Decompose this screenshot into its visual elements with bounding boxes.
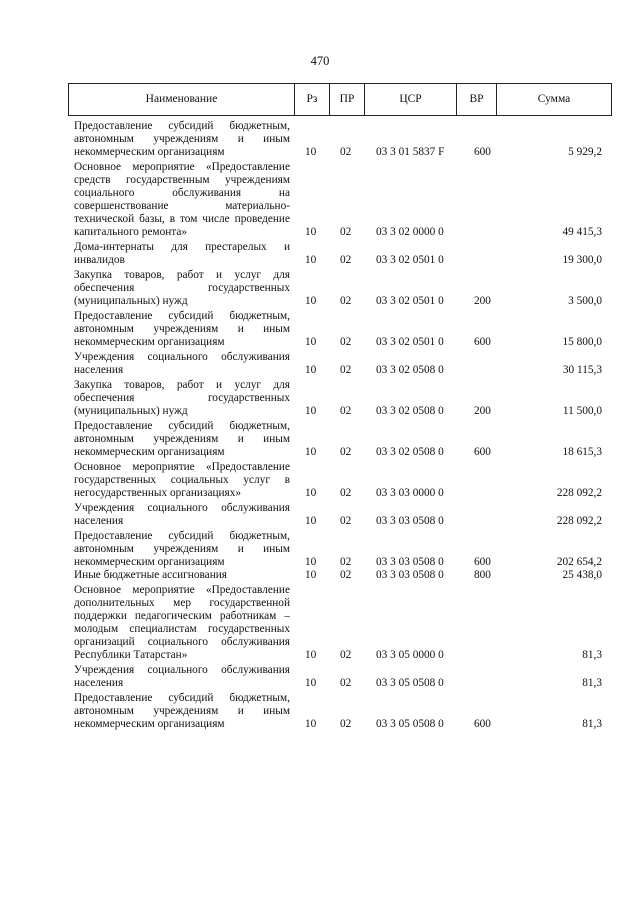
row-vr: 200 [474, 405, 491, 417]
table-row [0, 241, 640, 267]
row-rz: 10 [305, 405, 317, 417]
table-header [68, 83, 612, 116]
page-number: 470 [310, 54, 330, 68]
row-sum: 3 500,0 [568, 295, 602, 307]
header-sum: Сумма [537, 93, 571, 105]
row-sum: 228 092,2 [556, 487, 602, 499]
row-sum: 81,3 [582, 649, 602, 661]
row-rz: 10 [305, 515, 317, 527]
table-row [0, 269, 640, 308]
header-pr: ПР [330, 84, 365, 115]
row-sum: 11 500,0 [562, 405, 602, 417]
row-csr: 03 3 03 0508 0 [376, 515, 444, 527]
row-pr: 02 [340, 405, 352, 417]
row-sum: 25 438,0 [562, 569, 602, 581]
row-name: Закупка товаров, работ и услуг для обеспечения государственных (муниципальных) нужд [74, 379, 290, 417]
row-sum: 18 615,3 [562, 446, 602, 458]
table-body [0, 120, 640, 733]
row-pr: 02 [340, 254, 352, 266]
row-vr: 600 [474, 336, 491, 348]
row-csr: 03 3 05 0508 0 [376, 718, 444, 730]
row-csr: 03 3 02 0508 0 [376, 405, 444, 417]
row-csr: 03 3 02 0508 0 [376, 446, 444, 458]
row-name: Учреждения социального обслуживания населения [74, 502, 290, 527]
row-rz: 10 [305, 649, 317, 661]
row-rz: 10 [305, 146, 317, 158]
row-vr: 600 [474, 556, 491, 568]
row-rz: 10 [305, 336, 317, 348]
row-pr: 02 [340, 446, 352, 458]
row-rz: 10 [305, 295, 317, 307]
table-row [0, 461, 640, 500]
row-rz: 10 [305, 364, 317, 376]
row-pr: 02 [340, 146, 352, 158]
row-sum: 19 300,0 [562, 254, 602, 266]
row-rz: 10 [305, 718, 317, 730]
row-name: Предоставление субсидий бюджетным, автономным учреждениям и иным некоммерческим организациям [74, 120, 290, 158]
table-row [0, 351, 640, 377]
row-vr: 600 [474, 446, 491, 458]
row-csr: 03 3 01 5837 F [376, 146, 445, 158]
row-rz: 10 [305, 487, 317, 499]
row-pr: 02 [340, 515, 352, 527]
table-row [0, 569, 640, 582]
row-csr: 03 3 02 0501 0 [376, 254, 444, 266]
row-rz: 10 [305, 446, 317, 458]
row-pr: 02 [340, 556, 352, 568]
row-pr: 02 [340, 226, 352, 238]
row-csr: 03 3 03 0508 0 [376, 569, 444, 581]
row-name: Предоставление субсидий бюджетным, автономным учреждениям и иным некоммерческим организациям [74, 420, 290, 458]
row-rz: 10 [305, 677, 317, 689]
row-name: Иные бюджетные ассигнования [74, 569, 227, 581]
row-name: Учреждения социального обслуживания населения [74, 351, 290, 376]
table-row [0, 161, 640, 239]
row-pr: 02 [340, 649, 352, 661]
row-name: Предоставление субсидий бюджетным, автономным учреждениям и иным некоммерческим организациям [74, 530, 290, 568]
row-name: Предоставление субсидий бюджетным, автономным учреждениям и иным некоммерческим организациям [74, 310, 290, 348]
row-csr: 03 3 03 0000 0 [376, 487, 444, 499]
row-pr: 02 [340, 336, 352, 348]
row-sum: 81,3 [582, 718, 602, 730]
row-rz: 10 [305, 569, 317, 581]
row-csr: 03 3 02 0508 0 [376, 364, 444, 376]
header-rz: Рз [295, 84, 330, 115]
row-pr: 02 [340, 677, 352, 689]
row-sum: 30 115,3 [562, 364, 602, 376]
row-name: Закупка товаров, работ и услуг для обеспечения государственных (муниципальных) нужд [74, 269, 290, 307]
table-row [0, 530, 640, 569]
row-sum: 81,3 [582, 677, 602, 689]
table-row [0, 379, 640, 418]
row-pr: 02 [340, 364, 352, 376]
row-csr: 03 3 05 0508 0 [376, 677, 444, 689]
row-rz: 10 [305, 556, 317, 568]
row-sum: 49 415,3 [562, 226, 602, 238]
row-vr: 600 [474, 718, 491, 730]
header-vr: ВР [457, 84, 497, 115]
table-row [0, 584, 640, 662]
row-csr: 03 3 02 0501 0 [376, 295, 444, 307]
row-pr: 02 [340, 718, 352, 730]
row-csr: 03 3 03 0508 0 [376, 556, 444, 568]
row-csr: 03 3 02 0000 0 [376, 226, 444, 238]
header-name: Наименование [69, 84, 295, 115]
row-rz: 10 [305, 254, 317, 266]
row-name: Основное мероприятие «Предоставление государственных социальных услуг в негосударственных организациях» [74, 461, 290, 499]
row-pr: 02 [340, 487, 352, 499]
row-sum: 15 800,0 [562, 336, 602, 348]
header-csr: ЦСР [365, 84, 457, 115]
table-row [0, 310, 640, 349]
table-row [0, 502, 640, 528]
table-row [0, 420, 640, 459]
table-row [0, 664, 640, 690]
table-row [0, 120, 640, 159]
row-name: Учреждения социального обслуживания населения [74, 664, 290, 689]
row-vr: 800 [474, 569, 491, 581]
row-pr: 02 [340, 569, 352, 581]
row-name: Предоставление субсидий бюджетным, автономным учреждениям и иным некоммерческим организациям [74, 692, 290, 730]
row-name: Дома-интернаты для престарелых и инвалидов [74, 241, 290, 266]
row-sum: 202 654,2 [556, 556, 602, 568]
row-csr: 03 3 02 0501 0 [376, 336, 444, 348]
table-row [0, 692, 640, 731]
row-pr: 02 [340, 295, 352, 307]
row-name: Основное мероприятие «Предоставление дополнительных мер государственной поддержки педагогическим работникам – молодым специалистам государственных организаций социального обслуживания Республики Татарстан» [74, 584, 290, 661]
row-vr: 600 [474, 146, 491, 158]
row-name: Основное мероприятие «Предоставление средств государственным учреждениям социального обслуживания на совершенствование материально-технической базы, в том числе проведение капитального ремонта» [74, 161, 290, 238]
row-sum: 228 092,2 [556, 515, 602, 527]
row-sum: 5 929,2 [568, 146, 602, 158]
row-rz: 10 [305, 226, 317, 238]
row-csr: 03 3 05 0000 0 [376, 649, 444, 661]
row-vr: 200 [474, 295, 491, 307]
